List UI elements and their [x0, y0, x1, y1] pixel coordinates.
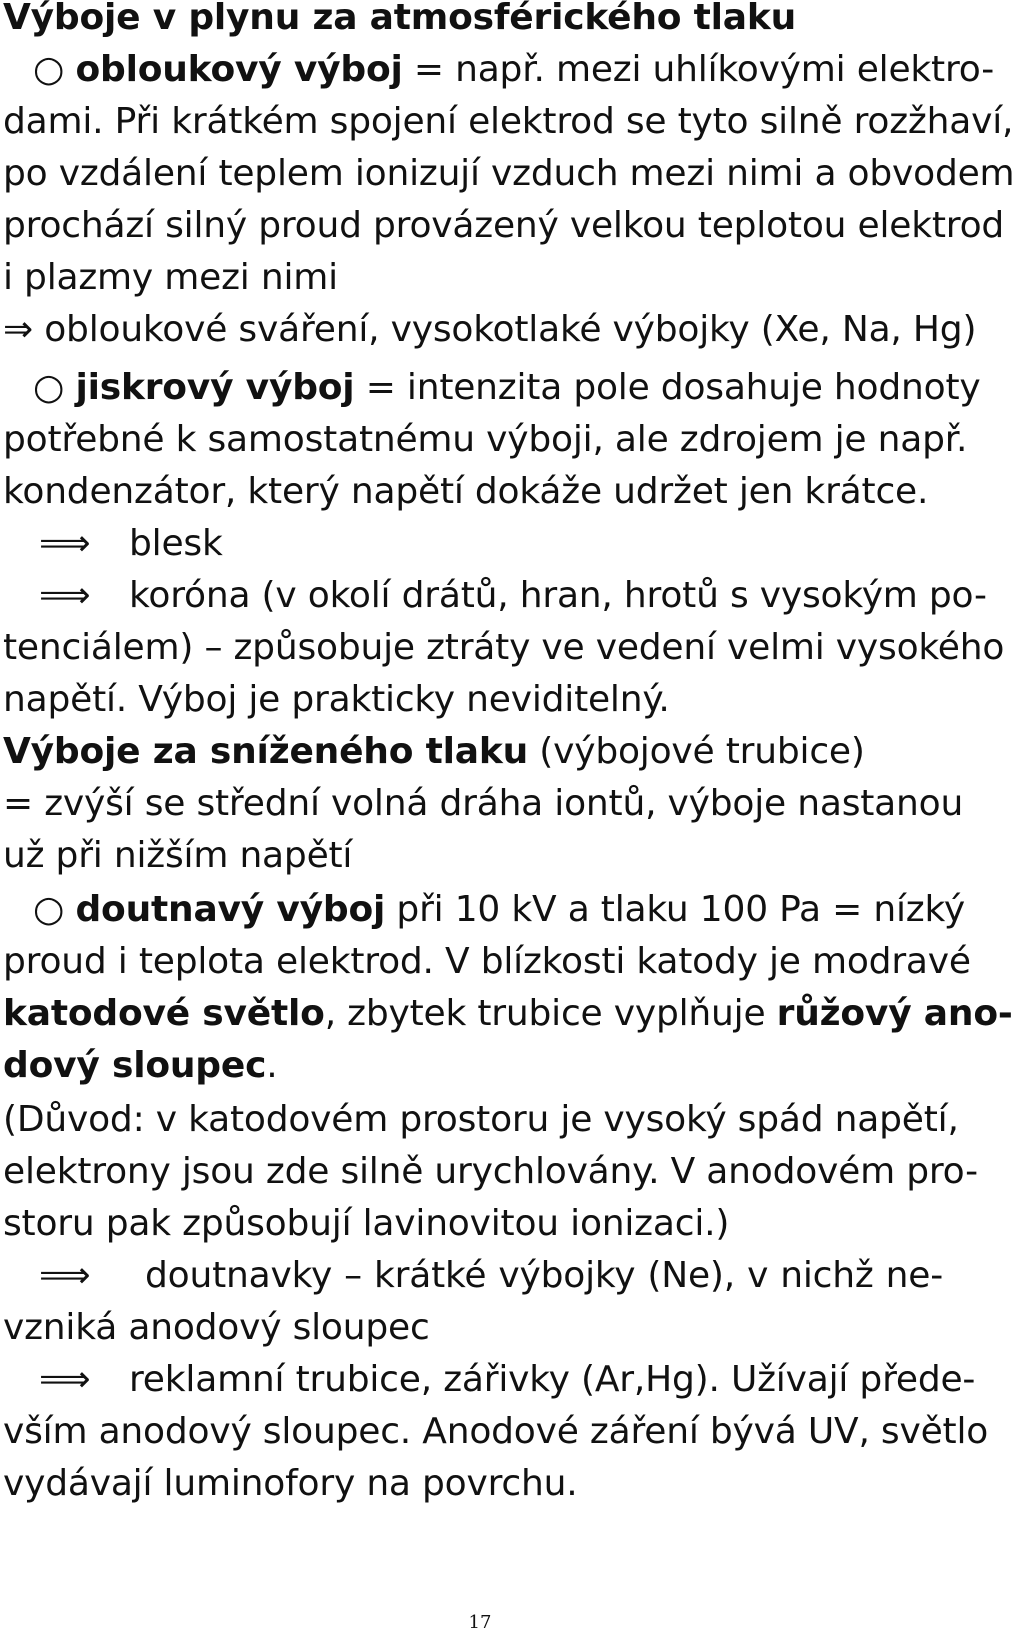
- paragraph-line: [39, 570, 987, 622]
- text: blesk: [129, 523, 223, 564]
- long-implies-arrow-icon: ⟹: [39, 523, 91, 564]
- text: = např. mezi uhlíkovými elektro-: [402, 49, 995, 90]
- heading-note: (výbojové trubice): [528, 731, 865, 772]
- section-heading-low-pressure: [3, 726, 865, 778]
- paragraph-line: (Důvod: v katodovém prostoru je vysoký spád napětí,: [3, 1099, 959, 1140]
- paragraph-line: kondenzátor, který napětí dokáže udržet jen krátce.: [3, 471, 929, 512]
- paragraph-line: [3, 988, 1013, 1040]
- heading-text: Výboje za sníženého tlaku: [3, 731, 529, 772]
- paragraph-line: [39, 1354, 976, 1406]
- paragraph-line: [3, 518, 223, 570]
- paragraph-line: i plazmy mezi nimi: [3, 257, 338, 298]
- glow-discharge-line-1: [33, 884, 965, 936]
- paragraph-line: tenciálem) – způsobuje ztráty ve vedení velmi vysokého: [3, 627, 1005, 668]
- text: , zbytek trubice vyplňuje: [324, 993, 777, 1034]
- long-implies-arrow-icon: ⟹: [39, 575, 91, 616]
- bullet-icon: ○: [33, 367, 65, 408]
- bullet-icon: ○: [33, 49, 65, 90]
- long-implies-arrow-icon: ⟹: [39, 1359, 91, 1400]
- text: doutnavky – krátké výbojky (Ne), v nichž ne-: [145, 1255, 943, 1296]
- text: = intenzita pole dosahuje hodnoty: [354, 367, 981, 408]
- paragraph-line: elektrony jsou zde silně urychlovány. V anodovém pro-: [3, 1151, 978, 1192]
- bullet-icon: ○: [33, 889, 65, 930]
- paragraph-line: vydávají luminofory na povrchu.: [3, 1463, 578, 1504]
- text: koróna (v okolí drátů, hran, hrotů s vysokým po-: [129, 575, 987, 616]
- term-anode-column: dový sloupec: [3, 1045, 267, 1086]
- paragraph-line: vzniká anodový sloupec: [3, 1307, 430, 1348]
- term-cathode-light: katodové světlo: [3, 993, 325, 1034]
- term-spark-discharge: jiskrový výboj: [75, 367, 355, 408]
- term-glow-discharge: doutnavý výboj: [75, 889, 386, 930]
- term-arc-discharge: obloukový výboj: [75, 49, 403, 90]
- paragraph-line: storu pak způsobují lavinovitou ionizaci.): [3, 1203, 730, 1244]
- text: při 10 kV a tlaku 100 Pa = nízký: [385, 889, 965, 930]
- paragraph-line: po vzdálení teplem ionizují vzduch mezi nimi a obvodem: [3, 153, 1014, 194]
- paragraph-line: potřebné k samostatnému výboji, ale zdrojem je např.: [3, 419, 968, 460]
- term-pink-anode: růžový ano-: [776, 993, 1013, 1034]
- long-implies-arrow-icon: ⟹: [39, 1255, 91, 1296]
- paragraph-line: dami. Při krátkém spojení elektrod se tyto silně rozžhaví,: [3, 101, 1014, 142]
- paragraph-line: proud i teplota elektrod. V blízkosti katody je modravé: [3, 941, 971, 982]
- text: reklamní trubice, zářivky (Ar,Hg). Užívají přede-: [129, 1359, 976, 1400]
- paragraph-line: napětí. Výboj je prakticky neviditelný.: [3, 679, 670, 720]
- paragraph-line: už při nižším napětí: [3, 835, 353, 876]
- paragraph-line: = zvýší se střední volná dráha iontů, výboje nastanou: [3, 783, 964, 824]
- implies-arrow-icon: ⇒: [3, 309, 33, 350]
- paragraph-line: [3, 304, 976, 356]
- paragraph-line: [3, 1040, 277, 1092]
- paragraph-line: [39, 1250, 943, 1302]
- paragraph-line: vším anodový sloupec. Anodové záření bývá UV, světlo: [3, 1411, 989, 1452]
- text: obloukové sváření, vysokotlaké výbojky (Xe, Na, Hg): [32, 309, 977, 350]
- section-heading: Výboje v plynu za atmosférického tlaku: [3, 0, 797, 38]
- text: .: [266, 1045, 278, 1086]
- arc-discharge-line-1: [33, 44, 995, 96]
- page-number: 17: [468, 1612, 492, 1633]
- spark-discharge-line-1: [33, 362, 981, 414]
- paragraph-line: prochází silný proud provázený velkou teplotou elektrod: [3, 205, 1005, 246]
